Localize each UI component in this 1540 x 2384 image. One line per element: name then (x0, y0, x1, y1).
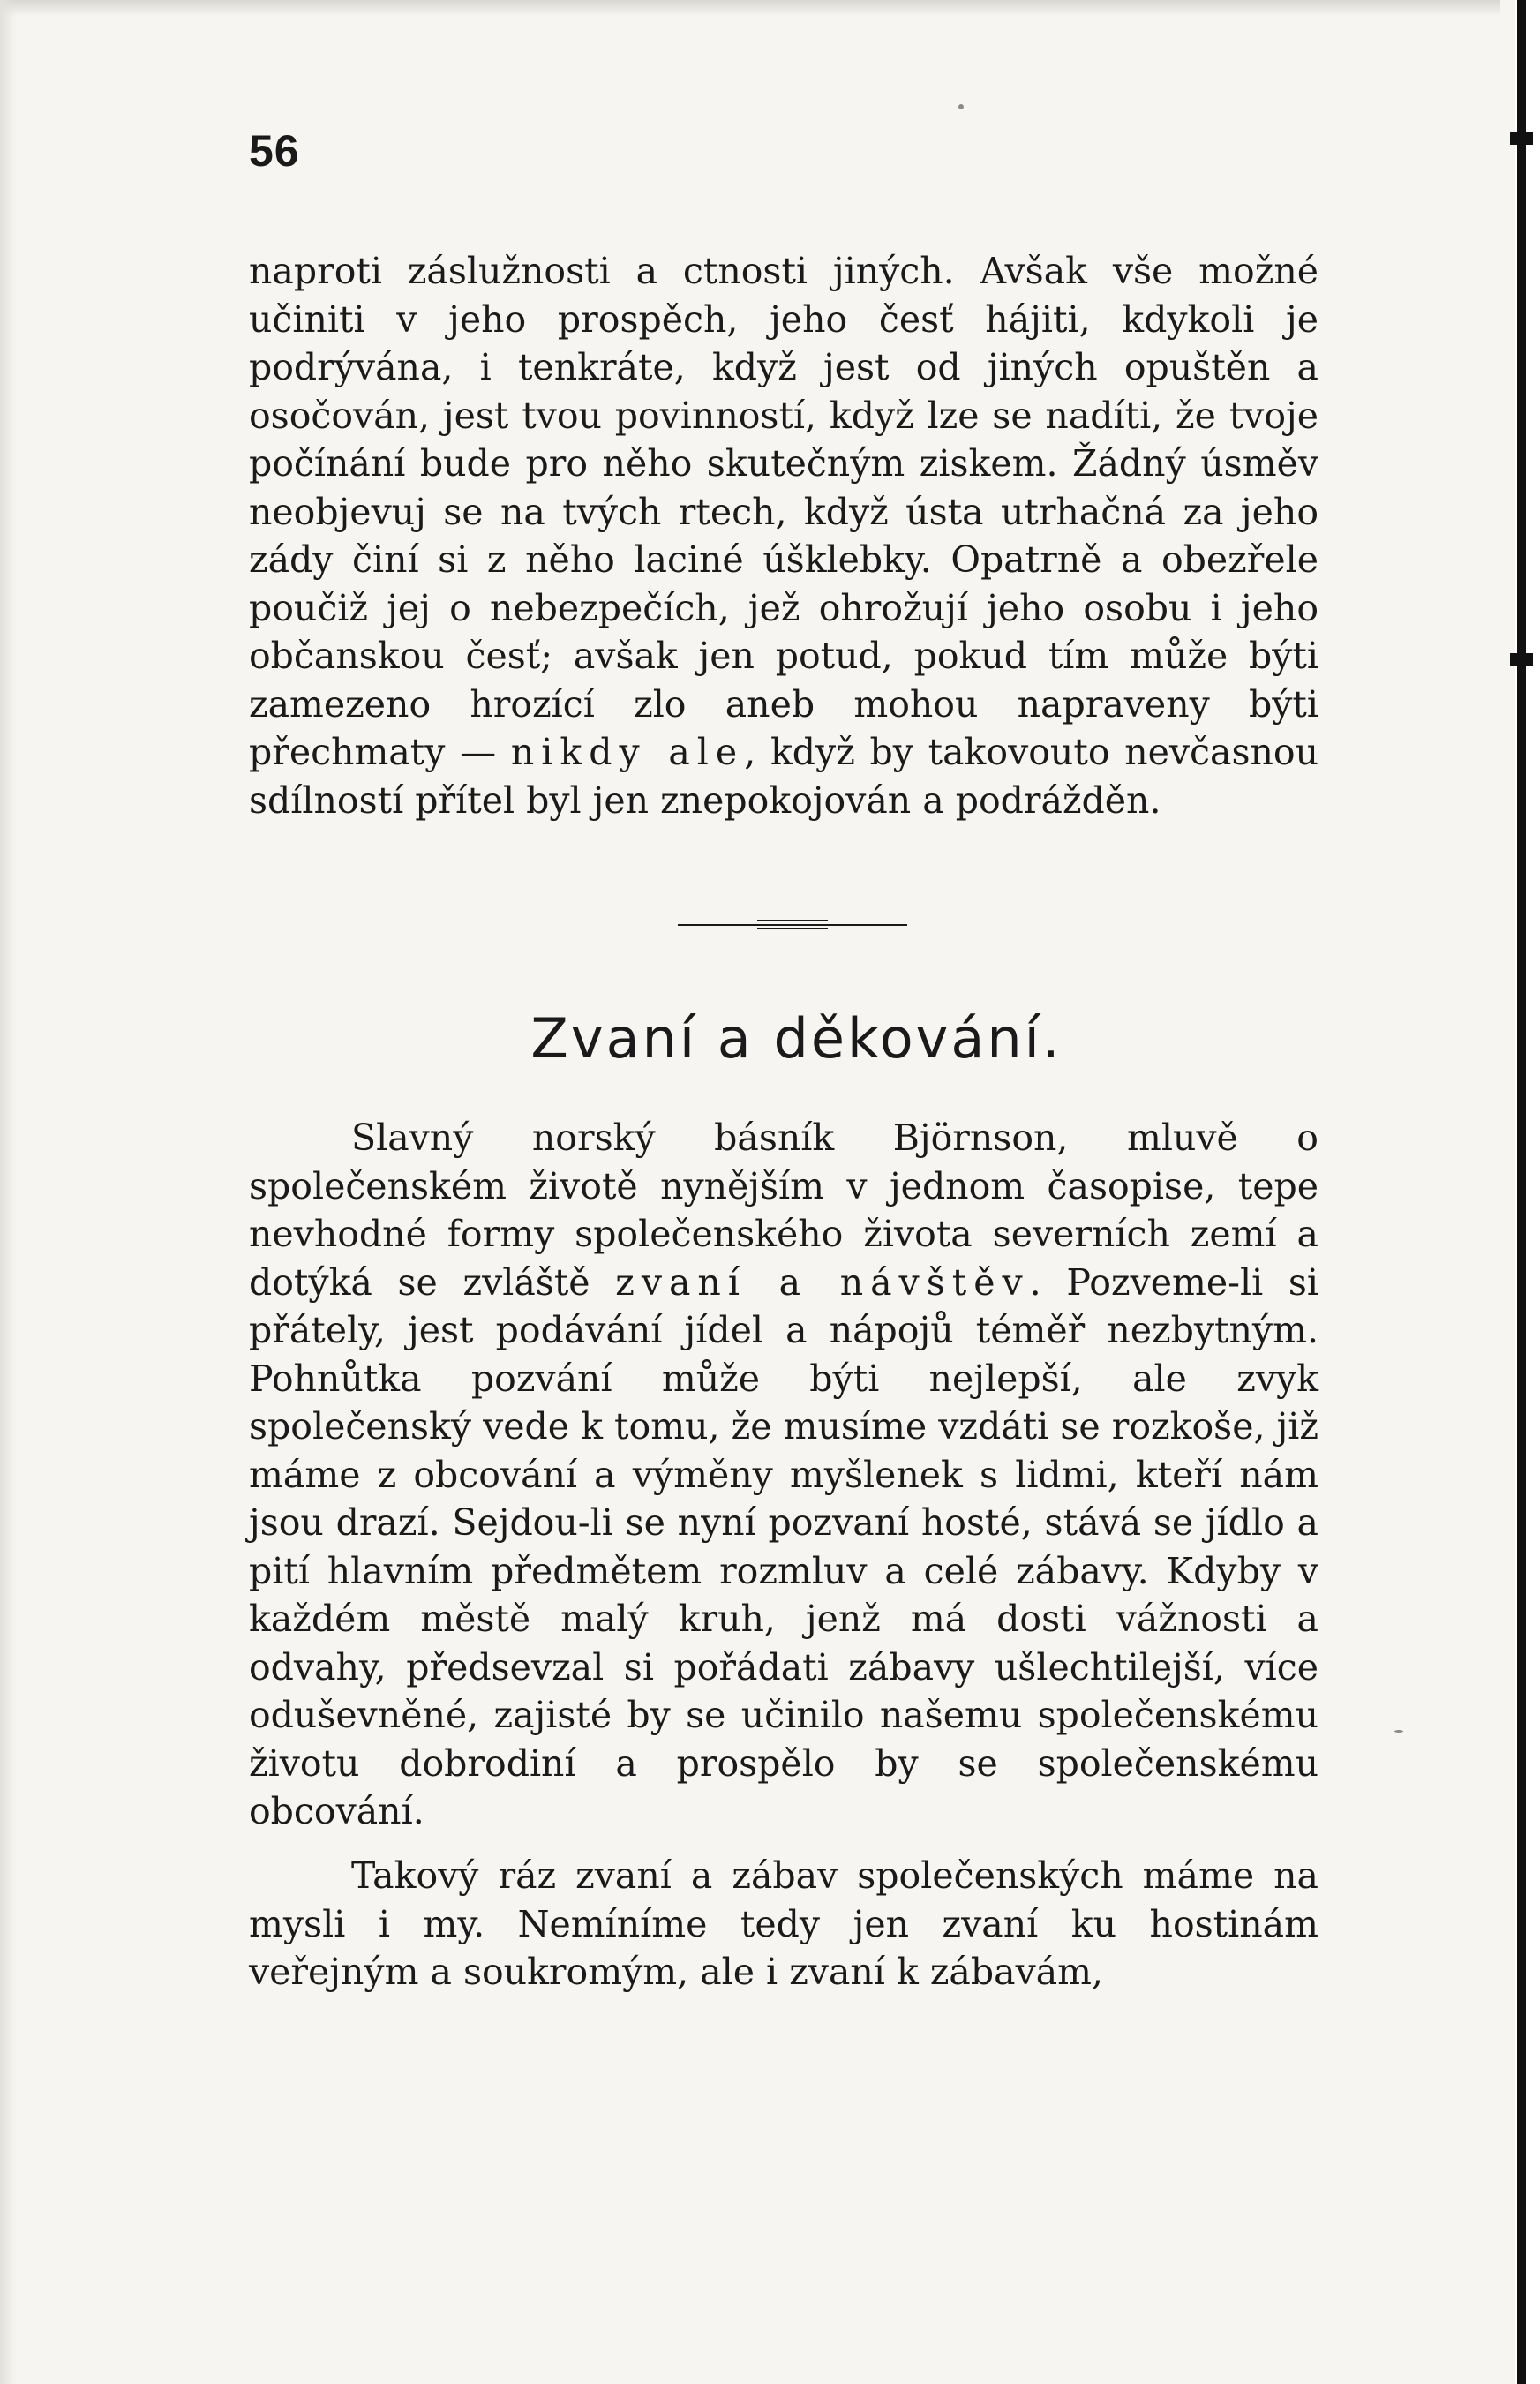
section-heading: Zvaní a děkování. (530, 1006, 1063, 1071)
section-divider (678, 920, 907, 930)
binding-notch (1510, 132, 1533, 145)
page-edge-shadow-left (0, 0, 16, 2384)
divider-ornament (757, 920, 828, 921)
paragraph (249, 1852, 1318, 1997)
divider-line (678, 924, 907, 926)
emphasized-text: nikdy ale (510, 731, 745, 773)
paper-speck (958, 104, 964, 109)
paragraph-text: Slavný norský básník Björnson, mluvě o společenském životě nynějším v jednom časopise, tepe nevhodné formy společenského života severních zemí a dotýká se zvláště (249, 1117, 1318, 1304)
paragraph (249, 1114, 1318, 1836)
paragraph-text: , když by takovouto nevčasnou sdílností přítel byl jen znepokojován a podrážděn. (249, 731, 1318, 822)
divider-ornament (757, 928, 828, 929)
emphasized-text: zvaní a návštěv (615, 1260, 1030, 1304)
paper-speck (1394, 1730, 1403, 1733)
page-number: 56 (249, 126, 300, 176)
binding-notch (1510, 653, 1533, 666)
page-edge-shadow (0, 0, 1500, 16)
paragraph (249, 247, 1318, 824)
binding-edge (1517, 0, 1526, 2384)
paragraph-text: Takový ráz zvaní a zábav společenských máme na mysli i my. Nemíníme tedy jen zvaní ku hostinám veřejným a soukromým, ale i zvaní k zábavám, (249, 1854, 1318, 1993)
paragraph-text: naproti záslužnosti a ctnosti jiných. Avšak vše možné učiniti v jeho prospěch, jeho česť hájiti, kdykoli je podrývána, i tenkráte, když jest od jiných opuštěn a osočován, jest tvou povinností, když lze se nadíti, že tvoje počínání bude pro něho skutečným ziskem. Žádný úsměv neobjevuj se na tvých rtech, když ústa utrhačná za jeho zády činí si z něho laciné úšklebky. Opatrně a obezřele poučiž jej o nebezpečích, jež ohrožují jeho osobu i jeho občanskou česť; avšak jen potud, pokud tím může býti zamezeno hrozící zlo aneb mohou napraveny býti přechmaty — (249, 250, 1318, 773)
paragraph-text: . Pozveme-li si přátely, jest podávání jídel a nápojů téměř nezbytným. Pohnůtka pozvání může býti nejlepší, ale zvyk společenský vede k tomu, že musíme vzdáti se rozkoše, již máme z obcování a výměny myšlenek s lidmi, kteří nám jsou drazí. Sejdou-li se nyní pozvaní hosté, stává se jídlo a pití hlavním předmětem rozmluv a celé zábavy. Kdyby v každém městě malý kruh, jenž má dosti vážnosti a odvahy, předsevzal si pořádati zábavy ušlechtilejší, více oduševněné, zajisté by se učinilo našemu společenskému životu dobrodiní a prospělo by se společenskému obcování. (249, 1260, 1319, 1832)
